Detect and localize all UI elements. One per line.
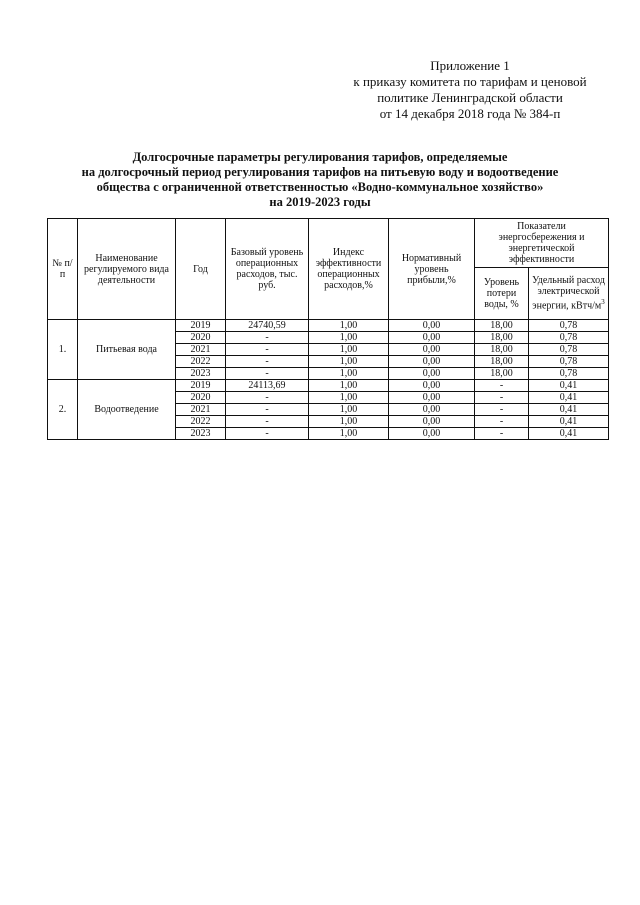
- cell-energy: 0,41: [529, 428, 609, 440]
- cell-base: -: [226, 344, 309, 356]
- cell-index: 1,00: [309, 368, 389, 380]
- cell-year: 2022: [176, 416, 226, 428]
- cell-index: 1,00: [309, 392, 389, 404]
- appendix-block: [330, 58, 610, 122]
- cell-profit: 0,00: [389, 428, 475, 440]
- header-base-level: Базовый уровень операционных расходов, тыс. руб.: [226, 219, 309, 320]
- cell-loss: -: [475, 428, 529, 440]
- cell-loss: 18,00: [475, 320, 529, 332]
- header-electricity-text: Удельный расход электрической энергии, кВтч/м: [532, 275, 605, 312]
- header-row: [48, 219, 609, 268]
- cell-base: -: [226, 404, 309, 416]
- cell-energy: 0,78: [529, 344, 609, 356]
- group-num: 1.: [48, 320, 78, 380]
- header-electricity-sup: 3: [601, 298, 605, 307]
- cell-profit: 0,00: [389, 368, 475, 380]
- cell-profit: 0,00: [389, 332, 475, 344]
- group-activity: Питьевая вода: [78, 320, 176, 380]
- header-activity: Наименование регулируемого вида деятельности: [78, 219, 176, 320]
- cell-base: -: [226, 356, 309, 368]
- cell-energy: 0,41: [529, 416, 609, 428]
- cell-base: 24740,59: [226, 320, 309, 332]
- cell-base: -: [226, 368, 309, 380]
- cell-loss: 18,00: [475, 356, 529, 368]
- cell-base: -: [226, 392, 309, 404]
- cell-profit: 0,00: [389, 392, 475, 404]
- title-line: общества с ограниченной ответственностью «Водно-коммунальное хозяйство»: [96, 180, 544, 194]
- cell-loss: 18,00: [475, 344, 529, 356]
- group-activity: Водоотведение: [78, 380, 176, 440]
- cell-loss: -: [475, 392, 529, 404]
- cell-base: 24113,69: [226, 380, 309, 392]
- title-line: на 2019-2023 годы: [269, 195, 371, 209]
- header-water-loss: Уровень потери воды, %: [475, 268, 529, 320]
- cell-profit: 0,00: [389, 356, 475, 368]
- table-row: [48, 380, 609, 392]
- cell-profit: 0,00: [389, 404, 475, 416]
- cell-loss: 18,00: [475, 332, 529, 344]
- header-energy-group: Показатели энергосбережения и энергетической эффективности: [475, 219, 609, 268]
- cell-base: -: [226, 428, 309, 440]
- cell-energy: 0,78: [529, 332, 609, 344]
- cell-year: 2021: [176, 344, 226, 356]
- cell-index: 1,00: [309, 380, 389, 392]
- header-year: Год: [176, 219, 226, 320]
- table-row: [48, 320, 609, 332]
- document-title: [40, 150, 600, 210]
- cell-year: 2019: [176, 320, 226, 332]
- cell-index: 1,00: [309, 332, 389, 344]
- cell-index: 1,00: [309, 428, 389, 440]
- cell-index: 1,00: [309, 356, 389, 368]
- appendix-line: к приказу комитета по тарифам и ценовой: [353, 74, 587, 89]
- title-line: Долгосрочные параметры регулирования тарифов, определяемые: [132, 150, 508, 164]
- cell-index: 1,00: [309, 404, 389, 416]
- cell-profit: 0,00: [389, 344, 475, 356]
- appendix-line: политике Ленинградской области: [377, 90, 563, 105]
- header-num: № п/п: [48, 219, 78, 320]
- cell-loss: -: [475, 380, 529, 392]
- group-num: 2.: [48, 380, 78, 440]
- header-electricity: [529, 268, 609, 320]
- appendix-line: от 14 декабря 2018 года № 384-п: [379, 106, 561, 121]
- cell-year: 2020: [176, 392, 226, 404]
- cell-base: -: [226, 416, 309, 428]
- cell-energy: 0,41: [529, 404, 609, 416]
- cell-profit: 0,00: [389, 320, 475, 332]
- cell-year: 2019: [176, 380, 226, 392]
- title-line: на долгосрочный период регулирования тарифов на питьевую воду и водоотведение: [81, 165, 559, 179]
- cell-year: 2020: [176, 332, 226, 344]
- cell-profit: 0,00: [389, 416, 475, 428]
- cell-base: -: [226, 332, 309, 344]
- header-efficiency-index: Индекс эффективности операционных расходов,%: [309, 219, 389, 320]
- cell-year: 2021: [176, 404, 226, 416]
- cell-profit: 0,00: [389, 380, 475, 392]
- cell-energy: 0,78: [529, 368, 609, 380]
- cell-year: 2022: [176, 356, 226, 368]
- cell-loss: -: [475, 416, 529, 428]
- cell-index: 1,00: [309, 320, 389, 332]
- header-profit-level: Нормативный уровень прибыли,%: [389, 219, 475, 320]
- cell-energy: 0,78: [529, 356, 609, 368]
- appendix-line: Приложение 1: [430, 58, 510, 73]
- cell-index: 1,00: [309, 344, 389, 356]
- cell-loss: 18,00: [475, 368, 529, 380]
- cell-energy: 0,41: [529, 392, 609, 404]
- cell-index: 1,00: [309, 416, 389, 428]
- cell-energy: 0,78: [529, 320, 609, 332]
- cell-loss: -: [475, 404, 529, 416]
- cell-year: 2023: [176, 368, 226, 380]
- cell-year: 2023: [176, 428, 226, 440]
- cell-energy: 0,41: [529, 380, 609, 392]
- parameters-table: [47, 218, 609, 440]
